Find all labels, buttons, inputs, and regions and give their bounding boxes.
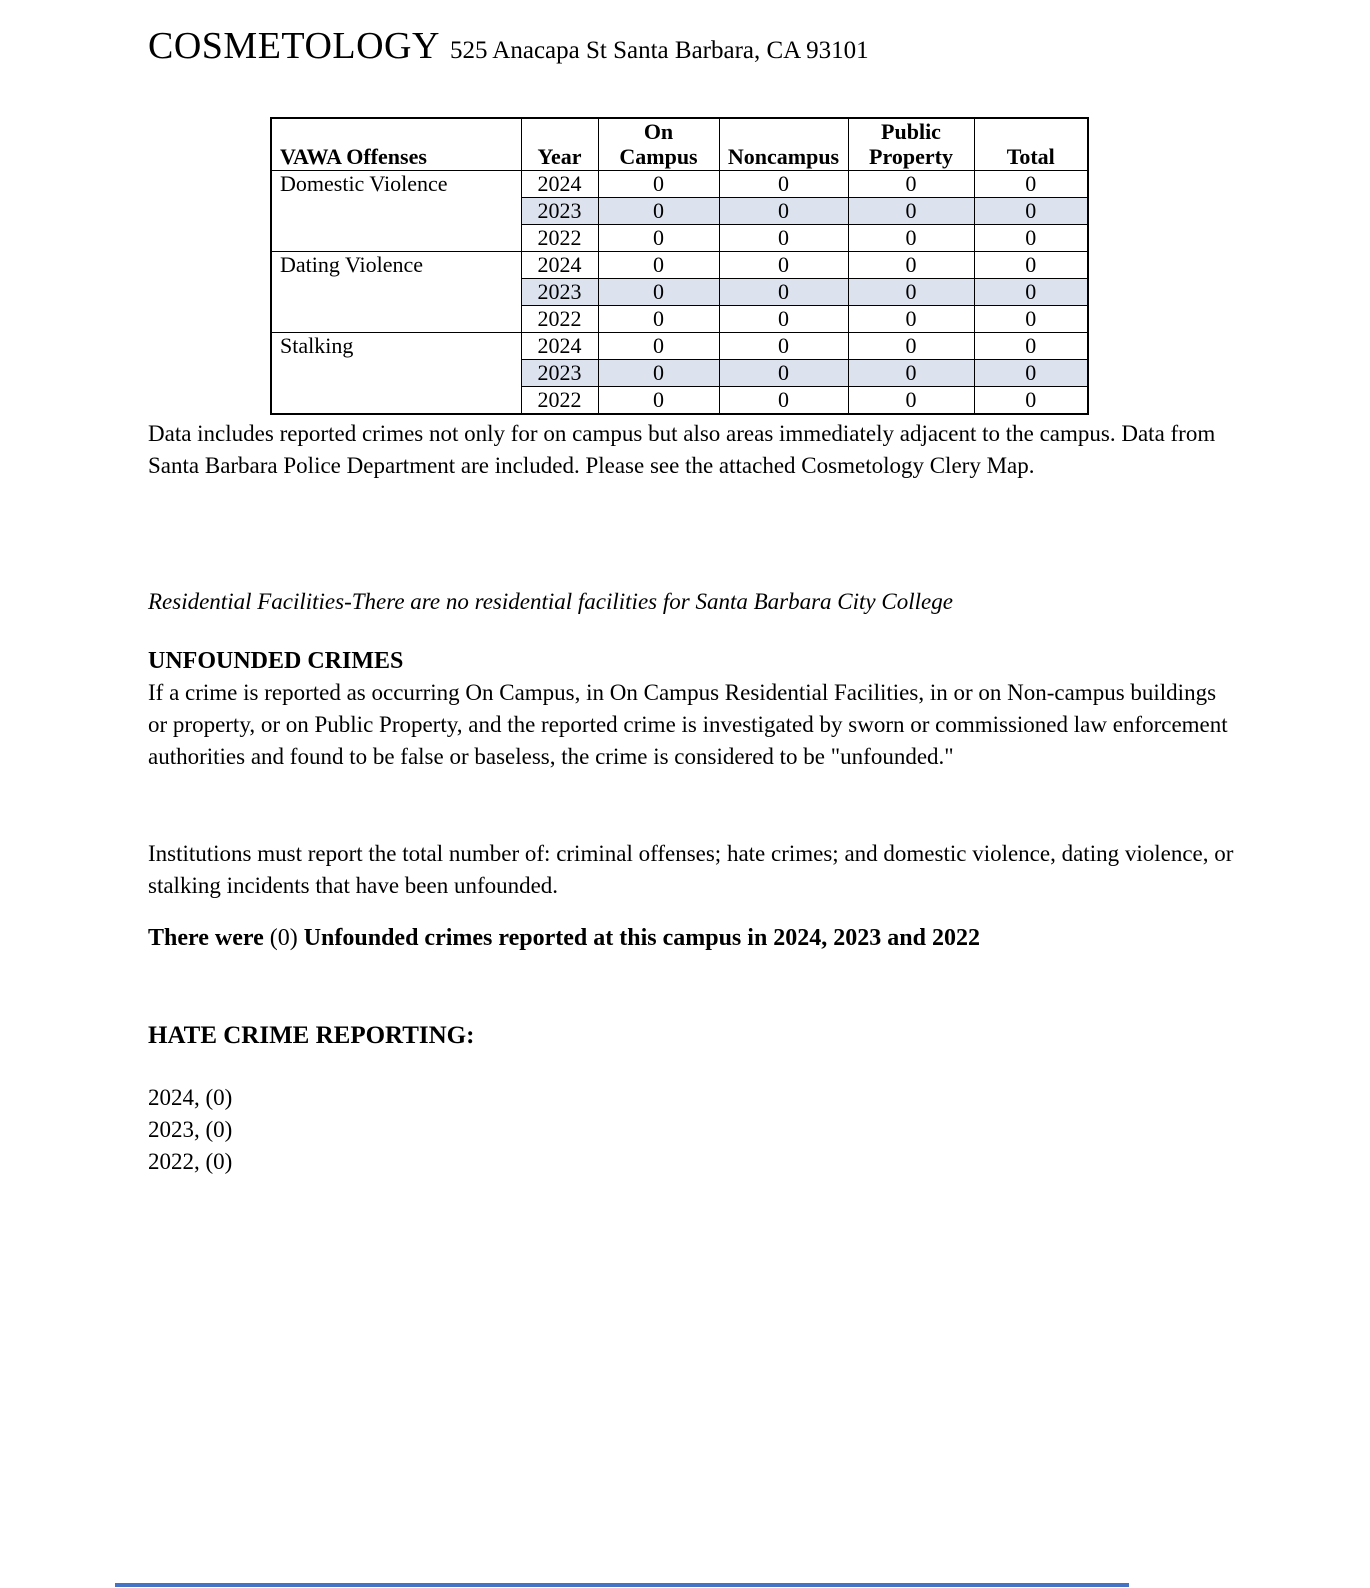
cell-on-campus: 0	[598, 171, 719, 198]
cell-on-campus: 0	[598, 333, 719, 360]
cell-on-campus: 0	[598, 279, 719, 306]
cell-public-property: 0	[848, 306, 974, 333]
page-title: COSMETOLOGY	[148, 25, 440, 67]
hate-crime-year-line: 2024, (0)	[148, 1085, 233, 1110]
unfounded-statement	[148, 925, 1308, 952]
cell-noncampus: 0	[719, 360, 848, 387]
cell-noncampus: 0	[719, 252, 848, 279]
cell-total: 0	[974, 333, 1088, 360]
data-note-paragraph: Data includes reported crimes not only for on campus but also areas immediately adjacent to the campus. Data from Santa Barbara Police Department are included. Please see the attached Cosmetology Clery Map.	[148, 421, 1216, 478]
cell-total: 0	[974, 171, 1088, 198]
statement-suffix: Unfounded crimes reported at this campus in 2024, 2023 and 2022	[297, 925, 980, 951]
cell-public-property: 0	[848, 360, 974, 387]
cell-year: 2023	[521, 360, 598, 387]
hate-crime-years	[148, 1082, 232, 1178]
cell-public-property: 0	[848, 198, 974, 225]
cell-year: 2022	[521, 225, 598, 252]
cell-total: 0	[974, 252, 1088, 279]
statement-prefix: There were	[148, 925, 270, 951]
campus-address: 525 Anacapa St Santa Barbara, CA 93101	[449, 37, 869, 64]
unfounded-crimes-paragraph: If a crime is reported as occurring On Campus, in On Campus Residential Facilities, in or on Non-campus buildings or property, or on Public Property, and the reported crime is investigated by sworn or commissioned law enforcement authorities and found to be false or baseless, the crime is considered to be "unfounded."	[148, 680, 1228, 769]
cell-public-property: 0	[848, 279, 974, 306]
cell-year: 2022	[521, 306, 598, 333]
header-on-campus: On Campus	[598, 118, 719, 171]
cell-public-property: 0	[848, 252, 974, 279]
cell-total: 0	[974, 279, 1088, 306]
header-total: Total	[974, 118, 1088, 171]
hate-crime-year-line: 2022, (0)	[148, 1149, 233, 1174]
cell-on-campus: 0	[598, 387, 719, 415]
cell-public-property: 0	[848, 171, 974, 198]
header-vawa-offenses: VAWA Offenses	[271, 118, 521, 171]
cell-on-campus: 0	[598, 225, 719, 252]
cell-noncampus: 0	[719, 387, 848, 415]
cell-year: 2024	[521, 171, 598, 198]
table-row	[271, 252, 1088, 279]
cell-total: 0	[974, 306, 1088, 333]
cell-on-campus: 0	[598, 198, 719, 225]
cell-total: 0	[974, 387, 1088, 415]
cell-total: 0	[974, 198, 1088, 225]
cell-noncampus: 0	[719, 198, 848, 225]
cell-public-property: 0	[848, 387, 974, 415]
unfounded-crimes-heading: UNFOUNDED CRIMES	[148, 648, 404, 674]
cell-noncampus: 0	[719, 225, 848, 252]
cell-year: 2024	[521, 333, 598, 360]
cell-noncampus: 0	[719, 306, 848, 333]
cell-total: 0	[974, 360, 1088, 387]
header-public-property: Public Property	[848, 118, 974, 171]
table-row	[271, 333, 1088, 360]
table-row	[271, 171, 1088, 198]
cell-year: 2024	[521, 252, 598, 279]
header-year: Year	[521, 118, 598, 171]
cell-on-campus: 0	[598, 360, 719, 387]
residential-facilities-note: Residential Facilities-There are no residential facilities for Santa Barbara City College	[148, 589, 953, 614]
institutions-paragraph: Institutions must report the total number of: criminal offenses; hate crimes; and domestic violence, dating violence, or stalking incidents that have been unfounded.	[148, 841, 1234, 898]
bottom-divider-bar	[115, 1583, 1129, 1587]
offense-stalking: Stalking	[271, 333, 521, 415]
cell-on-campus: 0	[598, 252, 719, 279]
table-header-row	[271, 118, 1088, 171]
hate-crime-heading: HATE CRIME REPORTING:	[148, 1022, 475, 1049]
offense-domestic-violence: Domestic Violence	[271, 171, 521, 252]
cell-noncampus: 0	[719, 279, 848, 306]
cell-year: 2023	[521, 279, 598, 306]
cell-on-campus: 0	[598, 306, 719, 333]
cell-public-property: 0	[848, 333, 974, 360]
vawa-offenses-table	[270, 117, 1089, 415]
statement-zero: (0)	[269, 925, 298, 951]
cell-public-property: 0	[848, 225, 974, 252]
hate-crime-year-line: 2023, (0)	[148, 1117, 233, 1142]
page-title-row	[148, 24, 869, 68]
cell-year: 2023	[521, 198, 598, 225]
cell-total: 0	[974, 225, 1088, 252]
offense-dating-violence: Dating Violence	[271, 252, 521, 333]
cell-noncampus: 0	[719, 333, 848, 360]
header-noncampus: Noncampus	[719, 118, 848, 171]
cell-year: 2022	[521, 387, 598, 415]
cell-noncampus: 0	[719, 171, 848, 198]
